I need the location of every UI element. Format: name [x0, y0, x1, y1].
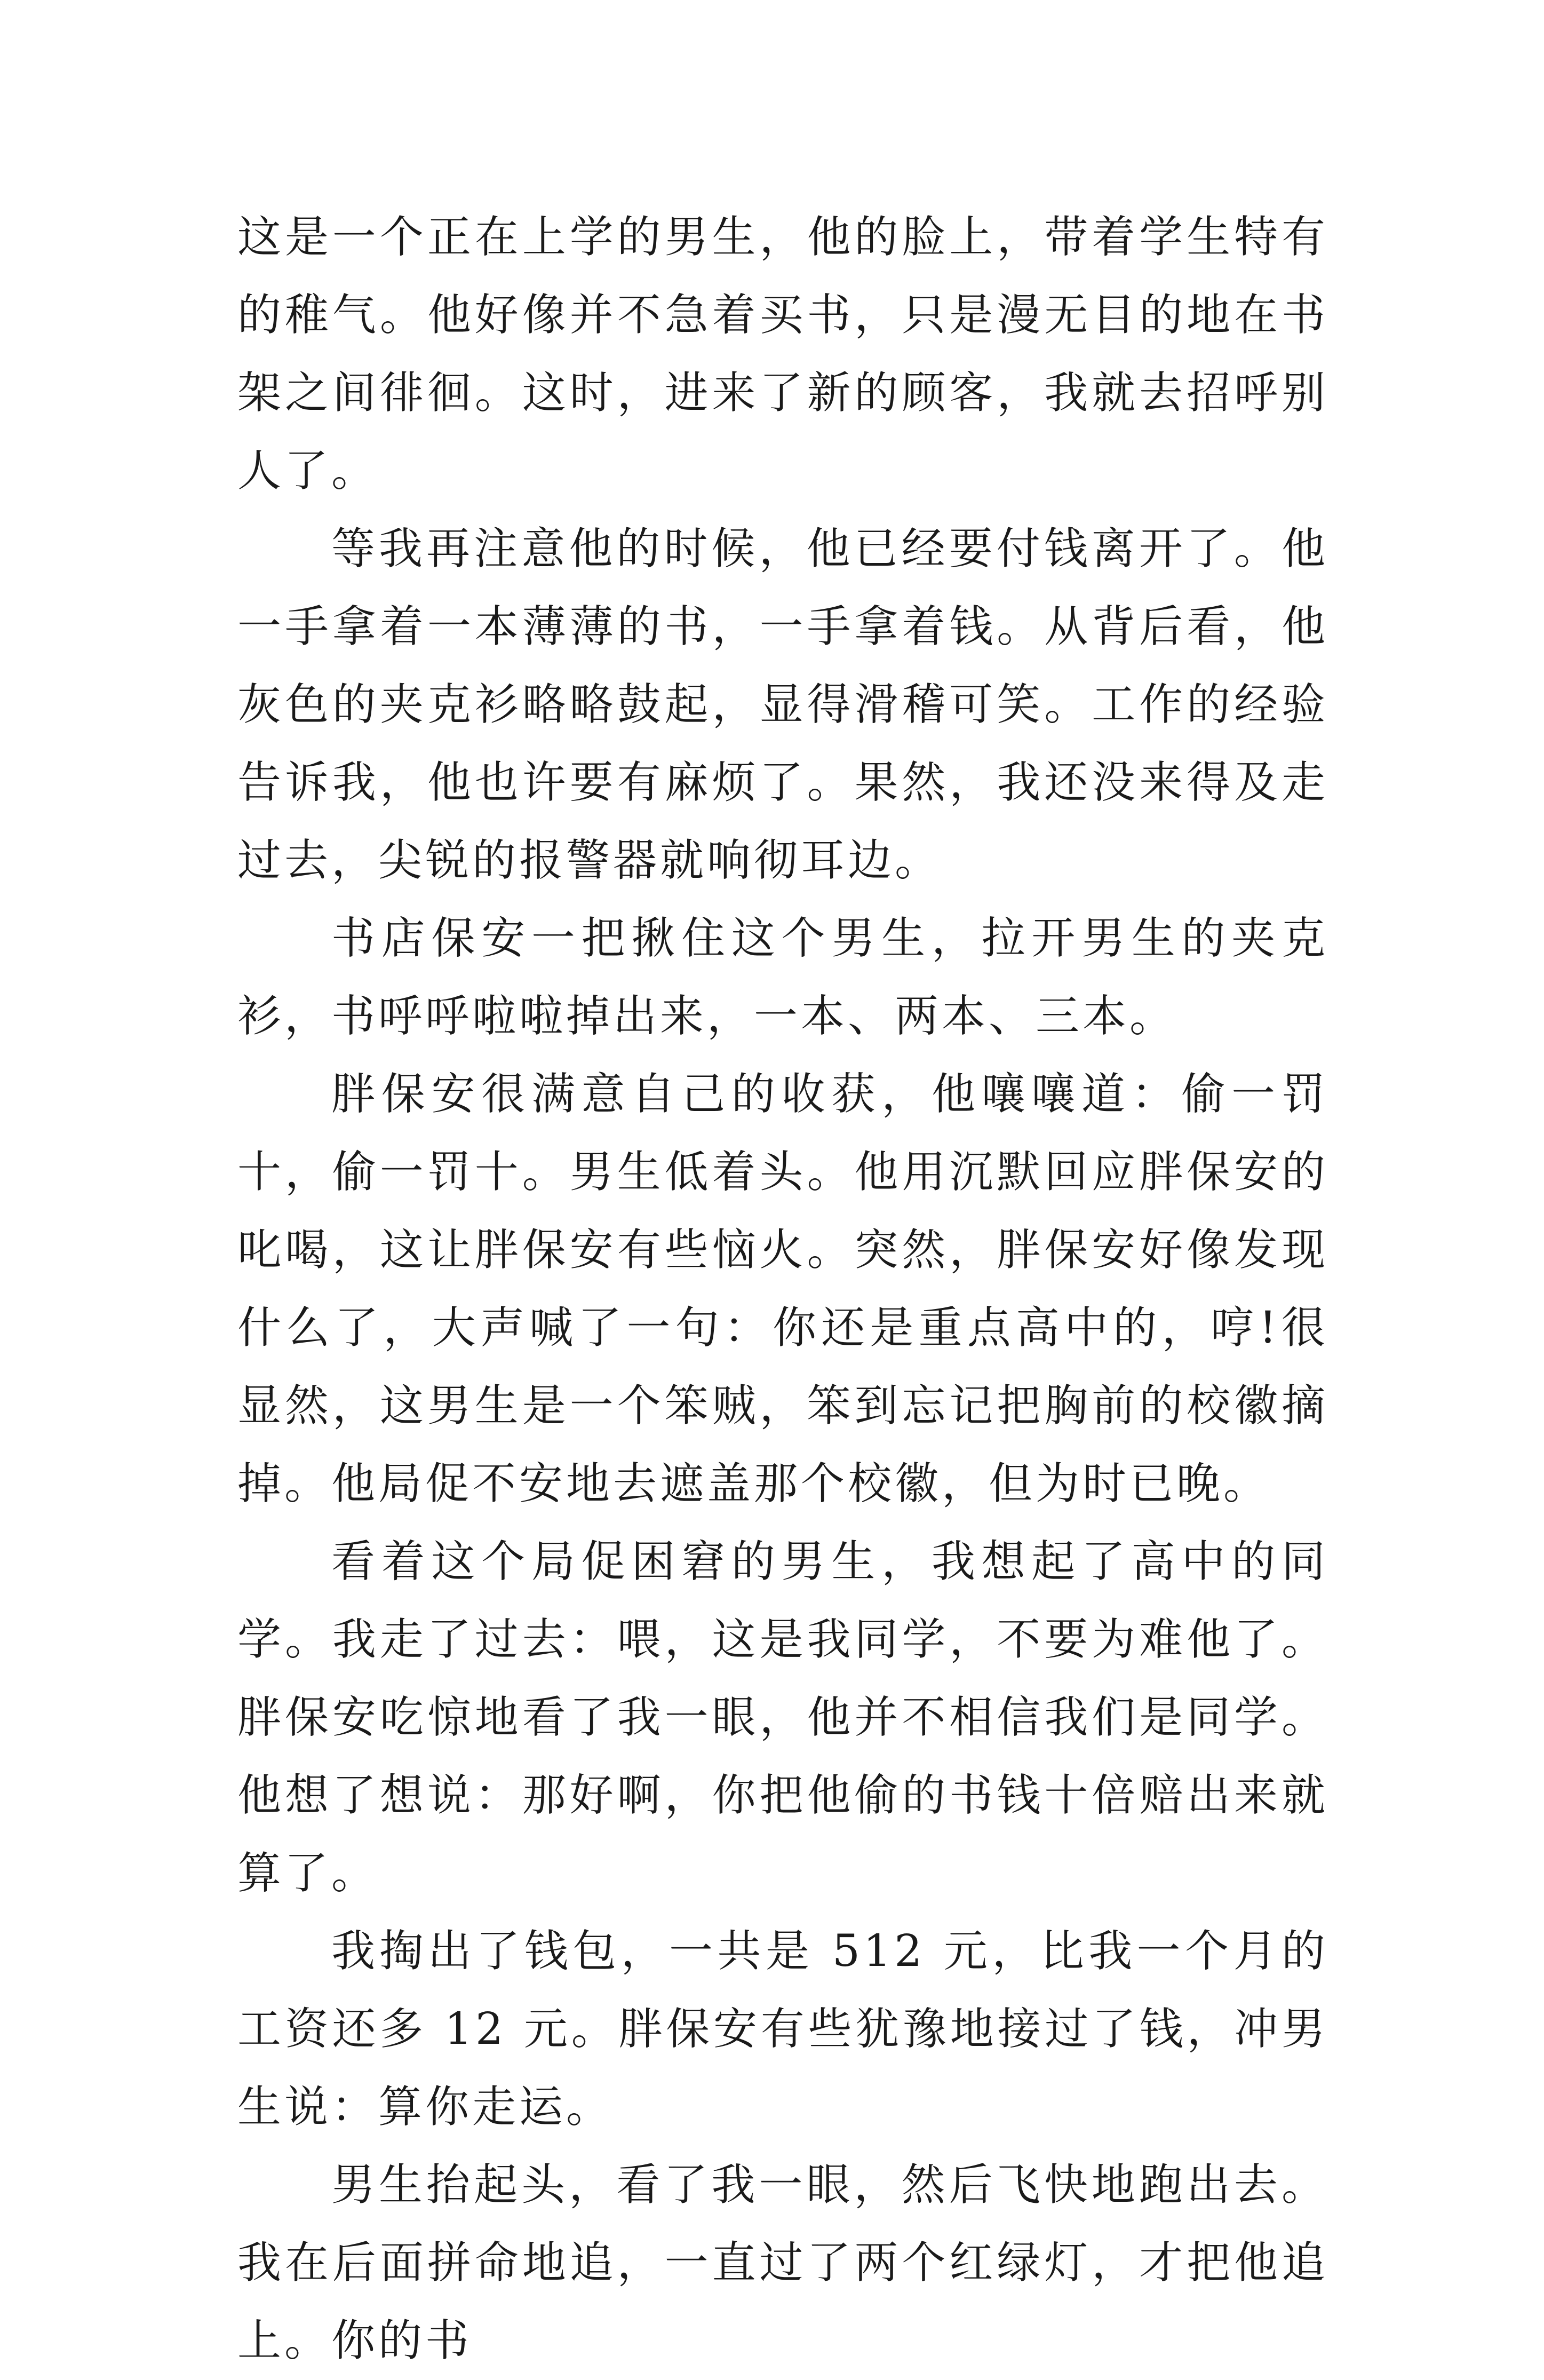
paragraph-4: 胖保安很满意自己的收获，他嚷嚷道：偷一罚十，偷一罚十。男生低着头。他用沉默回应胖保安的叱喝，这让胖保安有些恼火。突然，胖保安好像发现什么了，大声喊了一句：你还是重点高中的，哼!很显然，这男生是一个笨贼，笨到忘记把胸前的校徽摘掉。他局促不安地去遮盖那个校徽，但为时已晚。 — [237, 1069, 1328, 1509]
paragraph-3: 书店保安一把揪住这个男生，拉开男生的夹克衫，书呼呼啦啦掉出来，一本、两本、三本。 — [237, 913, 1328, 1042]
paragraph-1: 这是一个正在上学的男生，他的脸上，带着学生特有的稚气。他好像并不急着买书，只是漫无目的地在书架之间徘徊。这时，进来了新的顾客，我就去招呼别人了。 — [237, 212, 1328, 496]
paragraph-6: 我掏出了钱包，一共是 512 元，比我一个月的工资还多 12 元。胖保安有些犹豫地接过了钱，冲男生说：算你走运。 — [237, 1926, 1328, 2132]
story-text — [237, 199, 1328, 2380]
paragraph-2: 等我再注意他的时候，他已经要付钱离开了。他一手拿着一本薄薄的书，一手拿着钱。从背后看，他灰色的夹克衫略略鼓起，显得滑稽可笑。工作的经验告诉我，他也许要有麻烦了。果然，我还没来得及走过去，尖锐的报警器就响彻耳边。 — [237, 523, 1328, 886]
paragraph-5: 看着这个局促困窘的男生，我想起了高中的同学。我走了过去：喂，这是我同学，不要为难他了。胖保安吃惊地看了我一眼，他并不相信我们是同学。他想了想说：那好啊，你把他偷的书钱十倍赔出来就算了。 — [237, 1536, 1328, 1899]
paragraph-7: 男生抬起头，看了我一眼，然后飞快地跑出去。我在后面拼命地追，一直过了两个红绿灯，才把他追上。你的书 — [237, 2160, 1328, 2366]
